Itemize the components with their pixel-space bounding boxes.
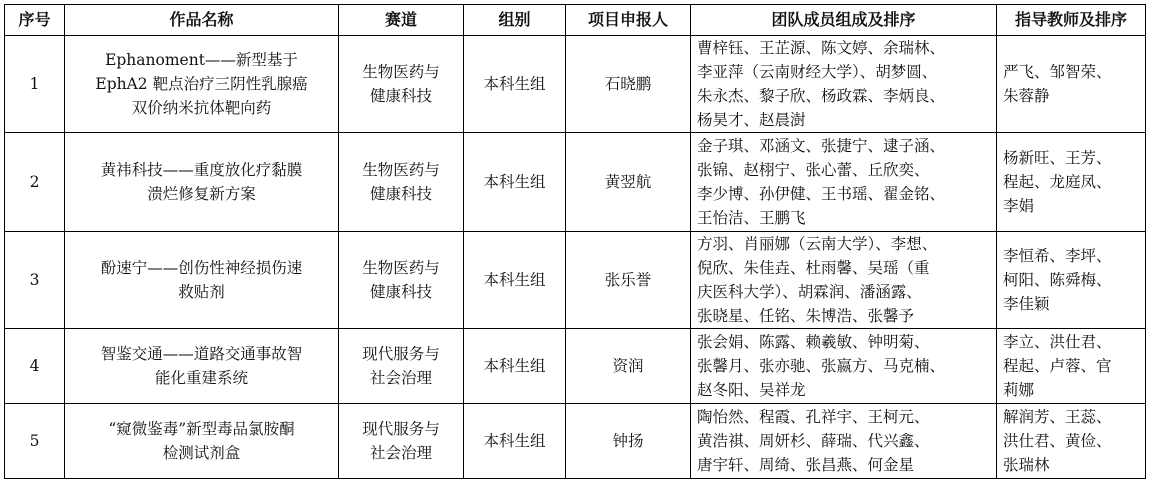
cell-group: 本科生组 [464,232,566,329]
cell-members: 金子琪、邓涵文、张捷宁、逮子涵、 张锦、赵栩宁、张心蕾、丘欣奕、 李少博、孙伊健、王书瑶、翟金铭、 王怡洁、王鹏飞 [691,133,997,232]
cell-mentors: 杨新旺、王芳、 程起、龙庭凤、 李娟 [997,133,1146,232]
table-row [5,232,1146,329]
header-no: 序号 [5,5,65,36]
cell-track: 现代服务与 社会治理 [339,329,464,404]
cell-title: “窥微鉴毒”新型毒品氯胺酮 检测试剂盒 [65,404,339,479]
header-members: 团队成员组成及排序 [691,5,997,36]
cell-group: 本科生组 [464,133,566,232]
table-row [5,404,1146,479]
table-header-row [5,5,1146,36]
table-row [5,329,1146,404]
header-applicant: 项目申报人 [566,5,691,36]
cell-group: 本科生组 [464,36,566,133]
cell-applicant: 张乐誉 [566,232,691,329]
cell-members: 张会娟、陈露、赖羲敏、钟明菊、 张馨月、张亦驰、张嬴方、马克楠、 赵冬阳、吴祥龙 [691,329,997,404]
award-table-container [4,4,1145,479]
award-table [4,4,1146,479]
cell-track: 生物医药与 健康科技 [339,36,464,133]
cell-title: 酚速宁——创伤性神经损伤速 救贴剂 [65,232,339,329]
cell-track: 现代服务与 社会治理 [339,404,464,479]
cell-title: 黄祎科技——重度放化疗黏膜 溃烂修复新方案 [65,133,339,232]
cell-mentors: 李恒希、李坪、 柯阳、陈舜梅、 李佳颖 [997,232,1146,329]
cell-mentors: 严飞、邹智荣、 朱蓉静 [997,36,1146,133]
cell-members: 曹梓钰、王芷源、陈文婷、余瑞林、 李亚萍（云南财经大学）、胡梦圆、 朱永杰、黎子欣、杨政霖、李炳良、 杨昊才、赵晨澍 [691,36,997,133]
cell-track: 生物医药与 健康科技 [339,232,464,329]
cell-title: Ephanoment——新型基于 EphA2 靶点治疗三阴性乳腺癌 双价纳米抗体靶向药 [65,36,339,133]
header-group: 组别 [464,5,566,36]
cell-members: 陶怡然、程霞、孔祥宇、王柯元、 黄浩祺、周妍杉、薛瑞、代兴鑫、 唐宇轩、周绮、张昌燕、何金星 [691,404,997,479]
cell-group: 本科生组 [464,404,566,479]
cell-members: 方羽、肖丽娜（云南大学）、李想、 倪欣、朱佳垚、杜雨馨、吴瑶（重 庆医科大学）、胡霖润、潘涵露、 张晓星、任铭、朱博浩、张馨予 [691,232,997,329]
header-track: 赛道 [339,5,464,36]
cell-applicant: 钟扬 [566,404,691,479]
cell-no: 3 [5,232,65,329]
cell-applicant: 资润 [566,329,691,404]
cell-no: 4 [5,329,65,404]
cell-mentors: 解润芳、王蕊、 洪仕君、黄俭、 张瑞林 [997,404,1146,479]
cell-track: 生物医药与 健康科技 [339,133,464,232]
header-title: 作品名称 [65,5,339,36]
cell-group: 本科生组 [464,329,566,404]
cell-no: 2 [5,133,65,232]
cell-no: 1 [5,36,65,133]
header-mentors: 指导教师及排序 [997,5,1146,36]
cell-applicant: 石晓鹏 [566,36,691,133]
table-row [5,36,1146,133]
cell-applicant: 黄翌航 [566,133,691,232]
cell-no: 5 [5,404,65,479]
table-row [5,133,1146,232]
cell-title: 智鉴交通——道路交通事故智 能化重建系统 [65,329,339,404]
cell-mentors: 李立、洪仕君、 程起、卢蓉、官 莉娜 [997,329,1146,404]
